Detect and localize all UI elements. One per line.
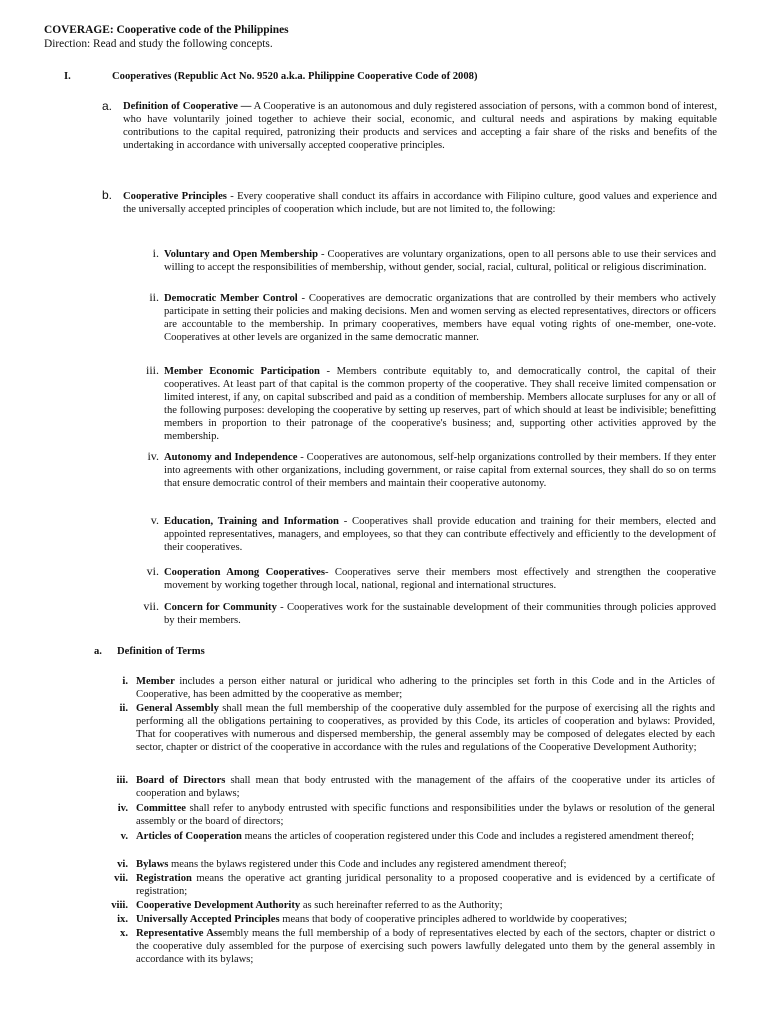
principle-num: i.: [152, 246, 159, 260]
term-text: shall refer to anybody entrusted with specific functions and responsibilities under the bylaws or resolution of the general assembly or the board of directors;: [136, 803, 715, 827]
principle-term: Autonomy and Independence: [164, 452, 298, 463]
principle-num: vi.: [146, 564, 159, 578]
term-item: [136, 873, 715, 899]
principle-text: - Cooperatives serve their members most effectively and strengthen the cooperative movement by working together through local, national, regional and international structures.: [164, 567, 716, 591]
term-num: ix.: [117, 914, 128, 925]
term-num: vii.: [114, 873, 128, 884]
term-title: Registration: [136, 873, 192, 884]
principle-text: - Cooperatives work for the sustainable development of their communities through policies approved by their members.: [164, 602, 716, 626]
term-num: x.: [120, 928, 128, 939]
principles-intro-paragraph: [123, 191, 717, 217]
principle-num: iii.: [145, 363, 159, 377]
term-num: v.: [120, 831, 128, 842]
term-num: vi.: [117, 859, 128, 870]
principle-num: v.: [150, 513, 159, 527]
term-text: shall mean that body entrusted with the management of the affairs of the cooperative under its articles of cooperation and bylaws;: [136, 775, 715, 799]
principle-text: - Members contribute equitably to, and democratically control, the capital of their cooperatives. At least part of that capital is the common property of the cooperative. They shall receive limited compensation or limited interest, if any, on capital subscribed and paid as a condition of membership. Members allocate surpluses for any or all of the following purposes: developing the cooperative by setting up reserves, part of which should at least be indivisible; benefitting members in proportion to their patronage of the cooperative's business; and, supporting other activities approved by the membership.: [164, 366, 716, 442]
principle-item: [164, 516, 716, 555]
principle-text: - Cooperatives shall provide education and training for their members, elected and appointed representatives, managers, and employees, so that they can contribute effectively and efficiently to the development of their cooperatives.: [164, 516, 716, 553]
principle-text: - Cooperatives are democratic organizations that are controlled by their members who actively participate in setting their policies and making decisions. Men and women serving as elected representatives, directors or officers are accountable to the membership. In primary cooperatives, members have equal voting rights of one-member, one-vote. Cooperatives at other levels are organized in the same democratic manner.: [164, 293, 716, 343]
term-item: [136, 703, 715, 755]
principle-text: - Cooperatives are voluntary organizations, open to all persons able to use their services and willing to accept the responsibilities of membership, without gender, social, racial, cultural, political or religious discrimination.: [164, 249, 716, 273]
term-item: [136, 831, 715, 844]
term-text: means that body of cooperative principles adhered to worldwide by cooperatives;: [279, 914, 628, 925]
def-coop-term: Definition of Cooperative —: [123, 101, 252, 112]
terms-label: a.: [94, 646, 102, 657]
term-num: viii.: [111, 900, 128, 911]
coverage-line: [44, 24, 289, 37]
term-item: [136, 676, 715, 702]
principle-num: vii.: [143, 599, 159, 613]
principle-item: [164, 249, 716, 275]
term-text: includes a person either natural or juridical who adhering to the principles set forth in this Code and in the Articles of Cooperative, has been admitted by the cooperative as member;: [136, 676, 715, 700]
term-item: [136, 775, 715, 801]
principle-item: [164, 452, 716, 491]
principles-intro-term: Cooperative Principles: [123, 191, 227, 202]
direction-line: Direction: Read and study the following concepts.: [44, 38, 273, 50]
term-title: Member: [136, 676, 175, 687]
section-numeral: I.: [64, 71, 71, 82]
term-num: ii.: [119, 703, 128, 714]
def-coop-label: a.: [102, 99, 113, 113]
principle-item: [164, 366, 716, 443]
term-title: Board of Directors: [136, 775, 226, 786]
def-coop-text: A Cooperative is an autonomous and duly registered association of persons, with a common bond of interest, who have voluntarily joined together to achieve their social, economic, and cultural needs and aspirations by making equitable contributions to the capital required, patronizing their products and services and accepting a fair share of the risks and benefits of the undertaking in accordance with universally accepted cooperative principles.: [123, 101, 717, 151]
principle-item: [164, 567, 716, 593]
term-num: i.: [122, 676, 128, 687]
term-text: embly means the full membership of a body of representatives elected by each of the sectors, chapter or district o the cooperative duly assembled for the purpose of exercising such powers lawfully delegated unto them by the general assembly in accordance with its bylaws;: [136, 928, 715, 965]
term-title: Bylaws: [136, 859, 169, 870]
principle-term: Democratic Member Control: [164, 293, 298, 304]
principle-item: [164, 602, 716, 628]
term-title: Articles of Cooperation: [136, 831, 242, 842]
terms-heading: Definition of Terms: [117, 646, 205, 657]
term-text: means the articles of cooperation registered under this Code and includes a registered amendment thereof;: [241, 831, 695, 842]
term-title: Committee: [136, 803, 186, 814]
principle-term: Member Economic Participation: [164, 366, 320, 377]
principles-label: b.: [102, 188, 113, 202]
term-item: [136, 803, 715, 829]
term-text: shall mean the full membership of the cooperative duly assembled for the purpose of exercising all the rights and performing all the obligations pertaining to cooperatives, as provided by this Code, its articles of cooperation and bylaws: Provided, That for cooperatives with numerous and dispersed membership, the general assembly may be composed of delegates elected by each sector, chapter or district of the cooperative in accordance with the rules and regulations of the Cooperative Development Authority;: [136, 703, 715, 753]
term-item: [136, 900, 715, 913]
principle-term: Voluntary and Open Membership: [164, 249, 318, 260]
term-item: [136, 914, 715, 927]
def-coop-paragraph: [123, 101, 717, 153]
term-item: [136, 859, 715, 872]
principles-intro-text: - Every cooperative shall conduct its affairs in accordance with Filipino culture, good values and experience and the universally accepted principles of cooperation which include, but are not limited to, the following:: [123, 191, 717, 215]
principle-text: - Cooperatives are autonomous, self-help organizations controlled by their members. If they enter into agreements with other organizations, including government, or raise capital from external sources, they shall do so on terms that ensure democratic control of their members and maintain their cooperative autonomy.: [164, 452, 716, 489]
term-title: Cooperative Development Authority: [136, 900, 301, 911]
term-title: Representative Ass: [136, 928, 223, 939]
principle-term: Cooperation Among Cooperatives: [164, 567, 325, 578]
term-text: means the bylaws registered under this Code and includes any registered amendment thereof;: [168, 859, 567, 870]
principle-item: [164, 293, 716, 345]
coverage-text: Cooperative code of the Philippines: [116, 24, 289, 36]
term-text: as such hereinafter referred to as the Authority;: [300, 900, 503, 911]
principle-term: Education, Training and Information: [164, 516, 339, 527]
term-num: iv.: [117, 803, 128, 814]
term-title: Universally Accepted Principles: [136, 914, 280, 925]
term-text: means the operative act granting juridical personality to a proposed cooperative and is evidenced by a certificate of registration;: [136, 873, 715, 897]
principle-num: iv.: [147, 449, 159, 463]
term-num: iii.: [116, 775, 128, 786]
principle-term: Concern for Community: [164, 602, 277, 613]
term-title: General Assembly: [136, 703, 219, 714]
principle-num: ii.: [149, 290, 159, 304]
term-item: [136, 928, 715, 967]
coverage-label: COVERAGE:: [44, 24, 114, 36]
section-title: Cooperatives (Republic Act No. 9520 a.k.a. Philippine Cooperative Code of 2008): [112, 71, 478, 82]
